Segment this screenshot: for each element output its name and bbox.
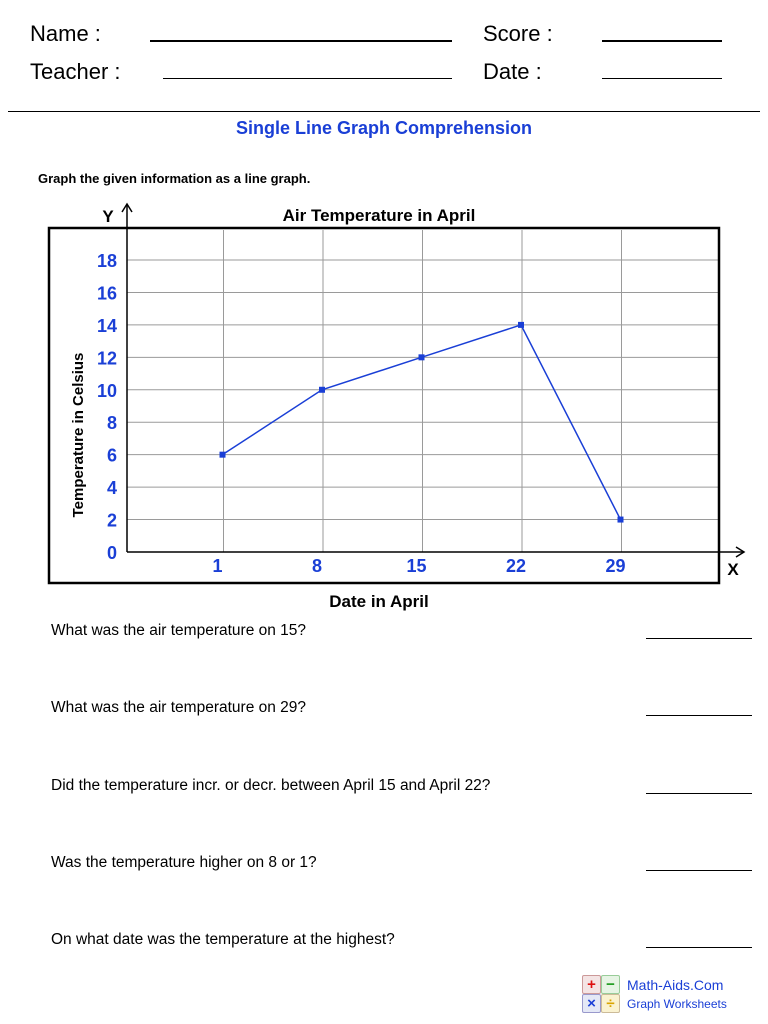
x-axis-label: Date in April — [329, 592, 429, 611]
y-tick-label: 6 — [106, 445, 117, 466]
y-tick-label: 12 — [96, 348, 117, 369]
y-tick-label: 14 — [96, 315, 117, 336]
math-operators-icon: + − × ÷ — [582, 975, 620, 1013]
y-tick-label: 16 — [96, 283, 117, 304]
question-3: Did the temperature incr. or decr. between April 15 and April 22? — [51, 777, 491, 794]
date-label: Date : — [483, 59, 542, 84]
x-tick-label: 8 — [311, 556, 323, 576]
question-2: What was the air temperature on 29? — [51, 699, 307, 716]
y-tick-label: 18 — [96, 251, 117, 271]
x-tick-label: 22 — [505, 556, 527, 576]
header-divider — [8, 111, 760, 112]
y-tick-label: 8 — [106, 413, 117, 434]
chart-title: Air Temperature in April — [282, 206, 476, 225]
x-tick-labels — [212, 556, 625, 576]
answer-line-5[interactable] — [646, 947, 752, 948]
data-point — [618, 517, 624, 523]
x-tick-label: 1 — [212, 556, 223, 576]
x-tick-label: 29 — [605, 556, 626, 576]
y-tick-label: 4 — [106, 478, 117, 499]
y-tick-labels — [97, 251, 117, 563]
brand-name[interactable]: Math-Aids.Com — [627, 977, 724, 993]
data-point — [419, 354, 425, 360]
y-tick-label: 2 — [106, 510, 117, 531]
y-tick-label: 0 — [106, 543, 117, 563]
y-axis-letter: Y — [102, 207, 114, 226]
teacher-answer-line[interactable] — [163, 78, 452, 79]
footer-logo — [582, 975, 762, 1015]
date-answer-line[interactable] — [602, 78, 722, 79]
score-label: Score : — [483, 21, 553, 46]
data-point — [518, 322, 524, 328]
answer-line-3[interactable] — [646, 793, 752, 794]
data-point — [220, 452, 226, 458]
score-answer-line[interactable] — [602, 40, 722, 42]
chart-frame — [49, 228, 719, 583]
data-point — [319, 387, 325, 393]
question-5: On what date was the temperature at the highest? — [51, 931, 395, 948]
question-1: What was the air temperature on 15? — [51, 622, 307, 639]
brand-subtitle: Graph Worksheets — [627, 997, 727, 1011]
name-answer-line[interactable] — [150, 40, 452, 42]
name-label: Name : — [30, 21, 101, 46]
x-axis-letter: X — [727, 560, 739, 579]
answer-line-4[interactable] — [646, 870, 752, 871]
x-tick-label: 15 — [406, 556, 427, 576]
line-chart — [0, 195, 768, 615]
teacher-label: Teacher : — [30, 59, 121, 84]
instructions: Graph the given information as a line graph. — [38, 171, 311, 186]
chart-axes — [122, 204, 744, 557]
question-4: Was the temperature higher on 8 or 1? — [51, 854, 317, 871]
y-axis-label: Temperature in Celsius — [70, 352, 87, 518]
answer-line-1[interactable] — [646, 638, 752, 639]
chart-grid — [127, 230, 719, 552]
page-title: Single Line Graph Comprehension — [235, 118, 533, 138]
answer-line-2[interactable] — [646, 715, 752, 716]
y-tick-label: 10 — [96, 380, 117, 401]
